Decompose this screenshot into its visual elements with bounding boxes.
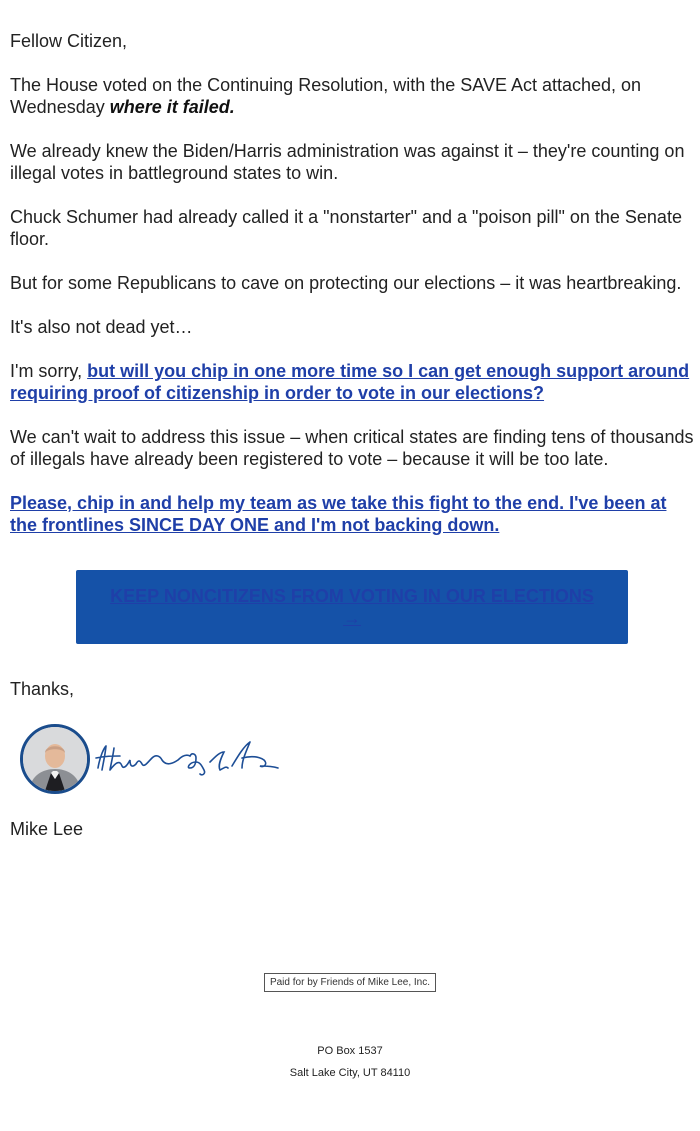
donate-cta-button[interactable]: KEEP NONCITIZENS FROM VOTING IN OUR ELECTIONS → (76, 570, 628, 644)
paragraph-2: We already knew the Biden/Harris administration was against it – they're counting on illegal votes in battleground states to win. (10, 141, 685, 183)
email-body (10, 30, 694, 862)
footer-address (0, 1040, 700, 1084)
paragraph-1-emphasis: where it failed. (109, 97, 235, 117)
paragraph-8 (10, 492, 694, 536)
help-team-link[interactable]: Please, chip in and help my team as we take this fight to the end. I've been at the frontlines SINCE DAY ONE and I'm not backing down. (10, 493, 667, 535)
paid-for-disclaimer: Paid for by Friends of Mike Lee, Inc. (264, 973, 436, 992)
chip-in-link[interactable]: but will you chip in one more time so I can get enough support around requiring proof of citizenship in order to vote in our elections? (10, 361, 690, 403)
po-box: PO Box 1537 (317, 1045, 383, 1057)
paragraph-1-text: The House voted on the Continuing Resolution, with the SAVE Act attached, on Wednesday (10, 75, 642, 117)
avatar-portrait-icon (23, 727, 87, 791)
paragraph-1 (10, 74, 694, 118)
avatar (20, 724, 90, 794)
paragraph-5: It's also not dead yet… (10, 317, 193, 337)
cta-container (10, 570, 694, 644)
greeting: Fellow Citizen, (10, 31, 128, 51)
footer-disclaimer (0, 973, 700, 992)
sender-name: Mike Lee (10, 819, 84, 839)
signature-row (10, 722, 694, 796)
paragraph-7: We can't wait to address this issue – when critical states are finding tens of thousands of illegals have already been registered to vote – because it will be too late. (10, 427, 694, 469)
city-state-zip: Salt Lake City, UT 84110 (289, 1067, 411, 1079)
paragraph-4: But for some Republicans to cave on protecting our elections – it was heartbreaking. (10, 273, 682, 293)
paragraph-6 (10, 360, 694, 404)
paragraph-3: Chuck Schumer had already called it a "nonstarter" and a "poison pill" on the Senate floor. (10, 207, 682, 249)
paragraph-6-text: I'm sorry, (10, 361, 88, 381)
signature-icon (92, 726, 282, 786)
signoff: Thanks, (10, 679, 75, 699)
